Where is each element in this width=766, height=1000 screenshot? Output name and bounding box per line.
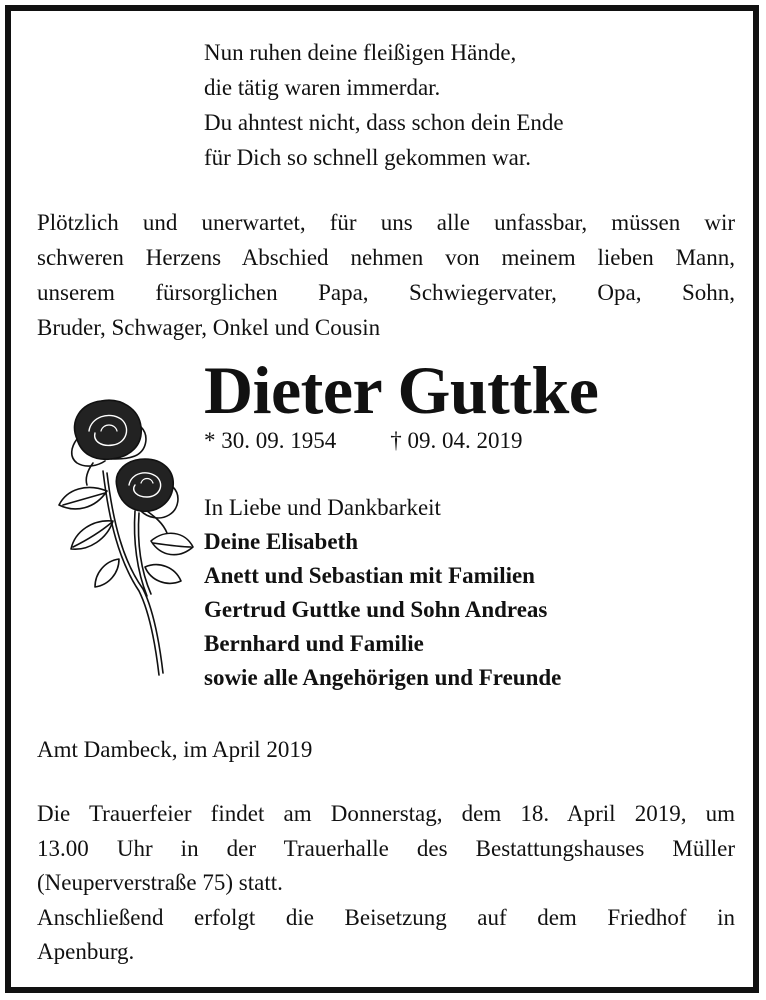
poem-line: Nun ruhen deine fleißigen Hände, <box>204 40 517 65</box>
mourner-name: Gertrud Guttke und Sohn Andreas <box>204 597 548 622</box>
mourner-name: Anett und Sebastian mit Familien <box>204 563 535 588</box>
intro-line: unserem fürsorglichen Papa, Schwiegervater, Opa, Sohn, <box>37 280 735 305</box>
birth-date: * 30. 09. 1954 <box>204 428 337 453</box>
poem-line: die tätig waren immerdar. <box>204 75 441 100</box>
mourner-name: Deine Elisabeth <box>204 529 358 554</box>
mourner-name: Bernhard und Familie <box>204 631 424 656</box>
funeral-line: Anschließend erfolgt die Beisetzung auf dem Friedhof in <box>37 904 735 930</box>
intro-line: Plötzlich und unerwartet, für uns alle unfassbar, müssen wir <box>37 210 735 235</box>
intro-text <box>37 205 735 345</box>
poem-line: Du ahntest nicht, dass schon dein Ende <box>204 110 564 135</box>
rose-icon <box>47 391 197 681</box>
place-date: Amt Dambeck, im April 2019 <box>37 737 313 762</box>
death-date: † 09. 04. 2019 <box>390 428 523 453</box>
funeral-line: 13.00 Uhr in der Trauerhalle des Bestattungshauses Müller <box>37 835 735 861</box>
poem <box>204 35 564 175</box>
funeral-info <box>37 797 735 970</box>
intro-line: Bruder, Schwager, Onkel und Cousin <box>37 315 381 340</box>
intro-line: schweren Herzens Abschied nehmen von meinem lieben Mann, <box>37 245 735 270</box>
deceased-name: Dieter Guttke <box>204 352 599 428</box>
mourners-intro: In Liebe und Dankbarkeit <box>204 495 441 520</box>
poem-line: für Dich so schnell gekommen war. <box>204 145 532 170</box>
mourners <box>204 491 561 695</box>
funeral-line: Apenburg. <box>37 939 135 964</box>
mourner-name: sowie alle Angehörigen und Freunde <box>204 665 562 690</box>
funeral-line: Die Trauerfeier findet am Donnerstag, dem 18. April 2019, um <box>37 801 735 826</box>
funeral-line: (Neuperverstraße 75) statt. <box>37 870 283 895</box>
obituary-notice <box>5 5 759 993</box>
life-dates <box>204 425 523 457</box>
